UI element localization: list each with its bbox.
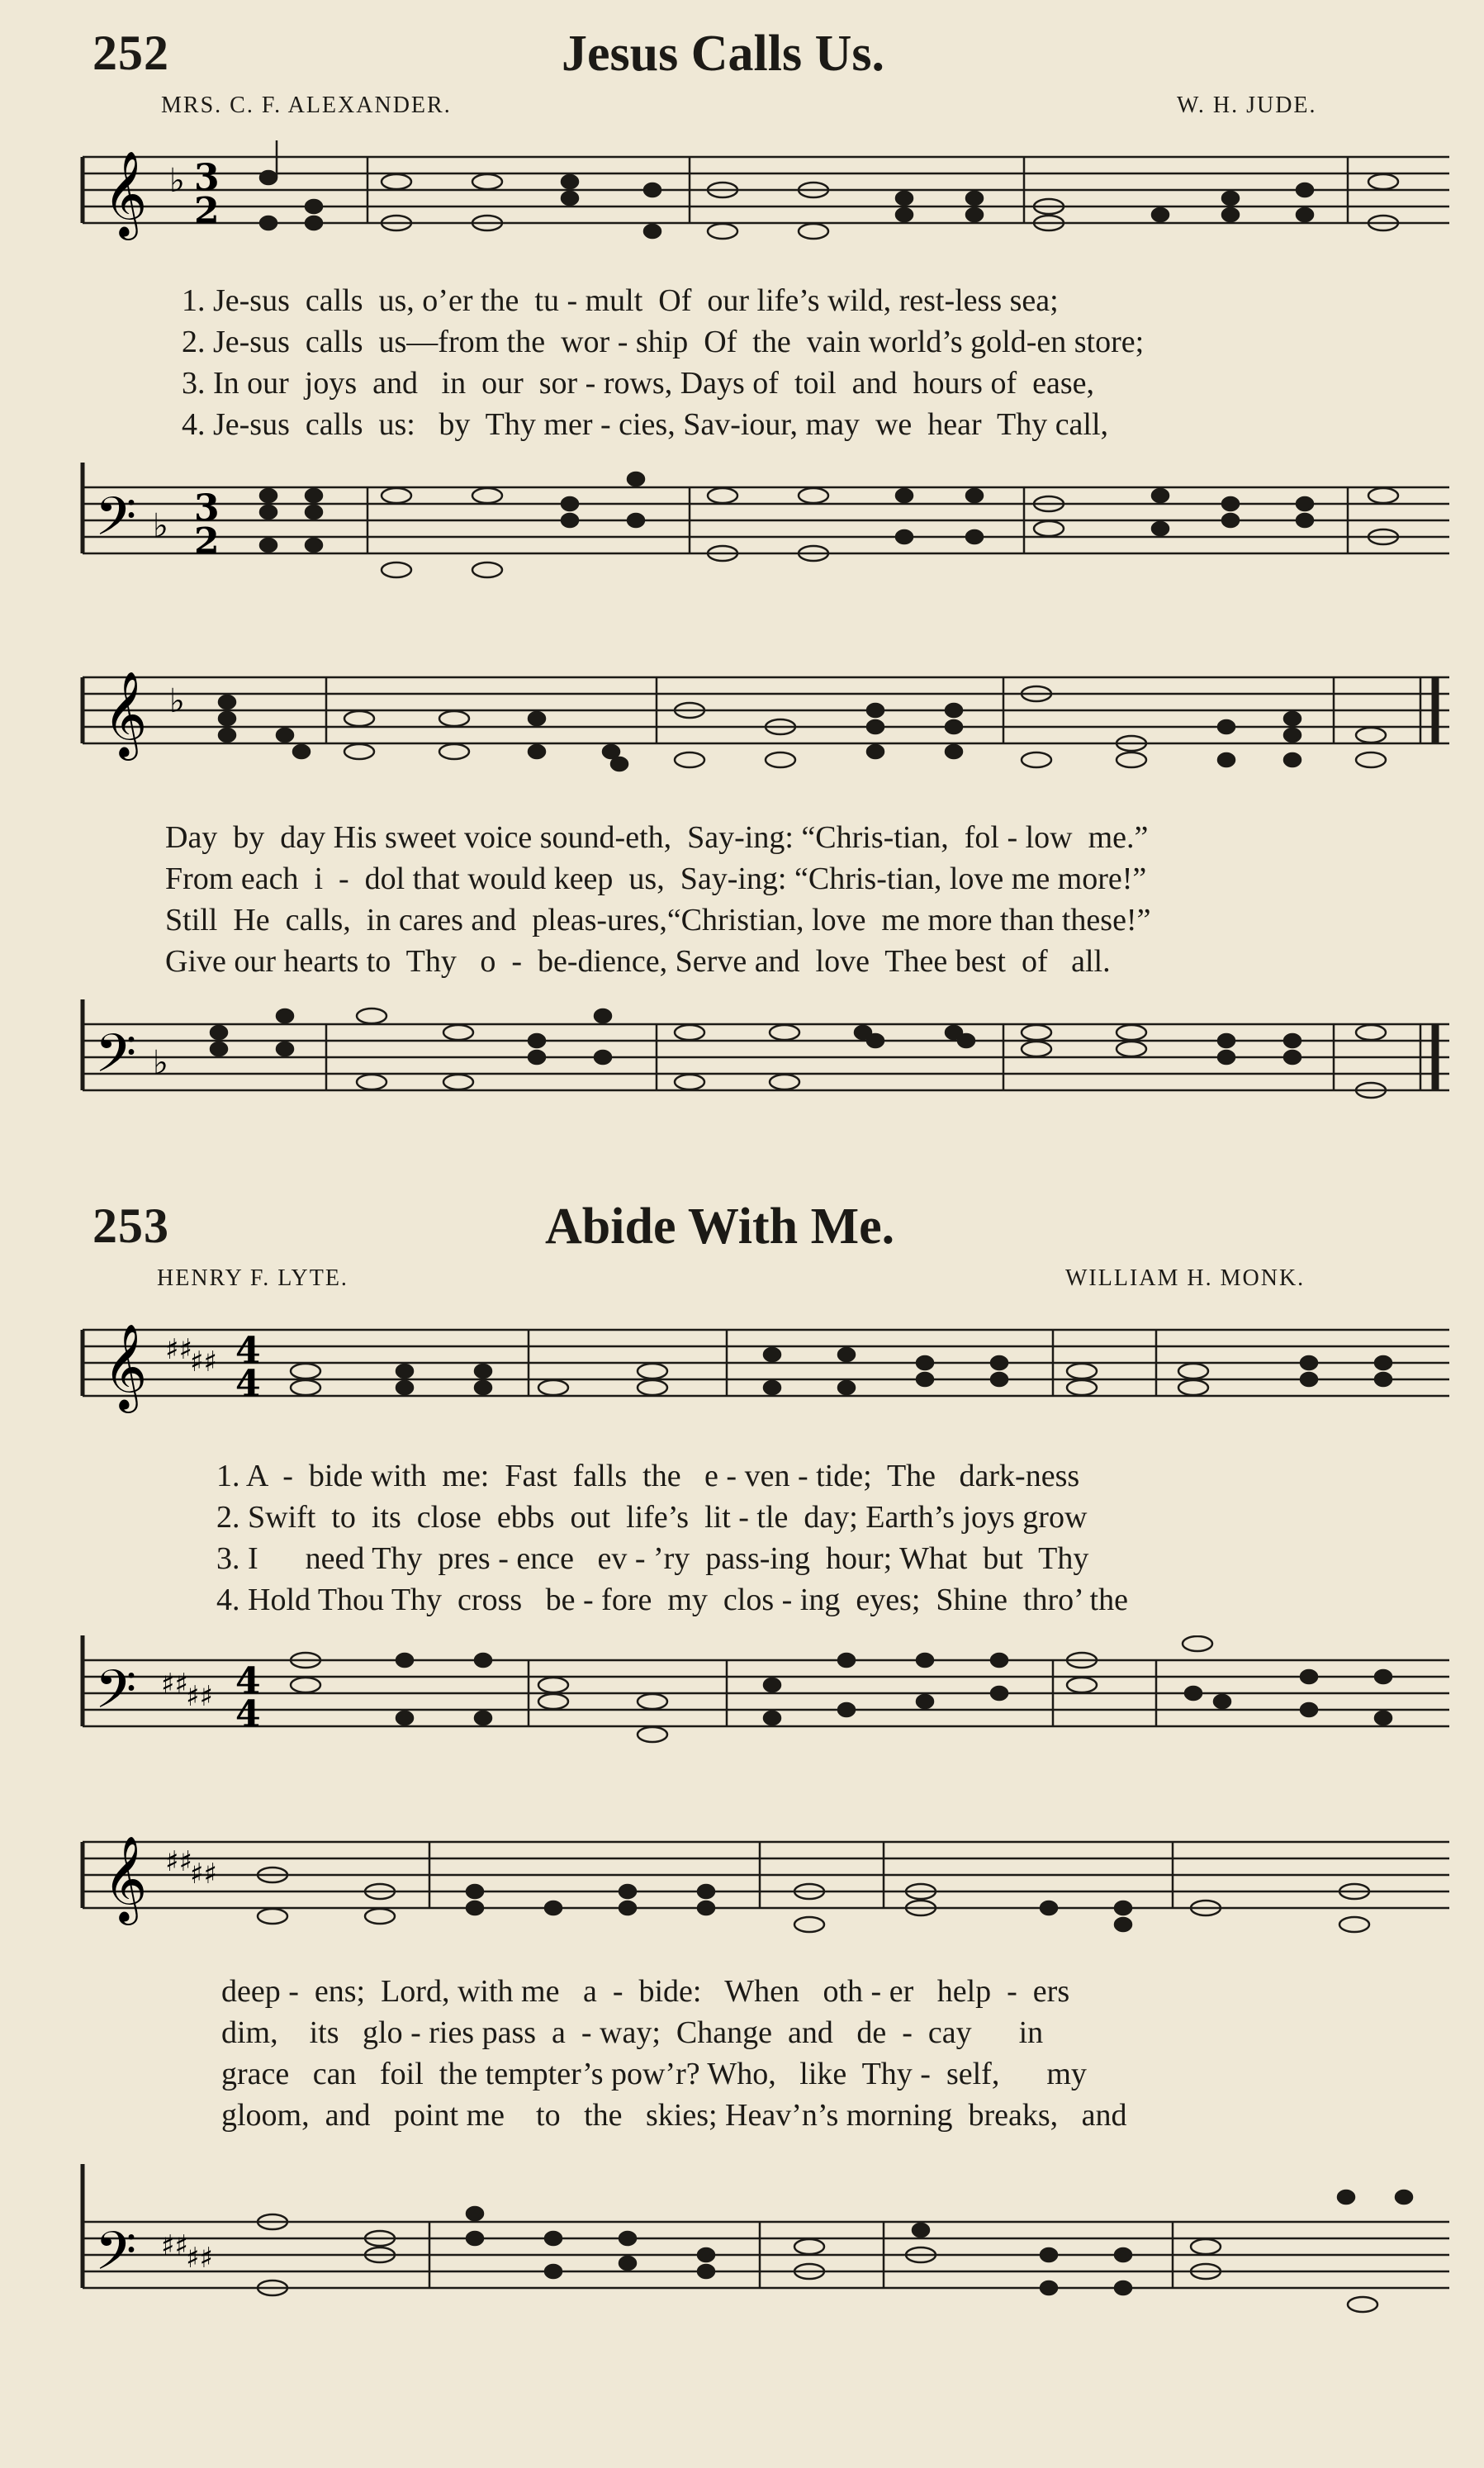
verse-line-3: grace can foil the tempter’s pow’r? Who, like Thy - self, my (221, 2057, 1087, 2091)
sharp-icon: ♯♯ (165, 1333, 192, 1366)
sharp-icon: ♯♯ (161, 1668, 188, 1701)
bass-clef-icon: 𝄢 (95, 2221, 137, 2295)
notes (258, 2190, 1412, 2312)
hymn-number: 253 (92, 1198, 169, 1253)
bass-clef-icon: 𝄢 (95, 1659, 137, 1734)
flat-icon: ♭ (153, 1044, 168, 1082)
verse-line-1: 1. Je-sus calls us, o’er the tu - mult Of our life’s wild, rest-less sea; (182, 283, 1059, 318)
treble-staff (0, 661, 1484, 785)
verse-line-4: 4. Hold Thou Thy cross be - fore my clos - ing eyes; Shine thro’ the (216, 1583, 1128, 1617)
flat-icon: ♭ (153, 507, 168, 545)
bass-staff (0, 2164, 1484, 2329)
time-signature-top: 3 (194, 157, 220, 199)
verse-line-4: 4. Je-sus calls us: by Thy mer - cies, Sav-iour, may we hear Thy call, (182, 407, 1109, 442)
verse-line-1: deep - ens; Lord, with me a - bide: When oth - er help - ers (221, 1974, 1070, 2009)
treble-staff (0, 1825, 1484, 1949)
treble-clef-icon: 𝄞 (103, 671, 148, 757)
hymn-title: Jesus Calls Us. (562, 26, 885, 82)
treble-staff (0, 1313, 1484, 1437)
flat-icon: ♭ (169, 162, 185, 200)
treble-clef-icon: 𝄞 (103, 150, 148, 237)
hymn-number: 252 (92, 26, 169, 80)
verse-line-2: 2. Je-sus calls us—from the wor - ship Of the vain world’s gold-en store; (182, 325, 1145, 359)
verse-line-4: Give our hearts to Thy o - be-dience, Serve and love Thee best of all. (165, 944, 1111, 979)
sharp-icon: ♯♯ (161, 2229, 188, 2262)
bass-staff (0, 1635, 1484, 1759)
verse-line-3: 3. In our joys and in our sor - rows, Days of toil and hours of ease, (182, 366, 1094, 401)
bass-staff (0, 999, 1484, 1132)
verse-line-1: Day by day His sweet voice sound-eth, Say-ing: “Chris-tian, fol - low me.” (165, 820, 1149, 855)
verse-line-3: Still He calls, in cares and pleas-ures,“Christian, love me more than these!” (165, 903, 1151, 937)
bass-staff (0, 463, 1484, 586)
notes (258, 1868, 1369, 1932)
verse-line-1: 1. A - bide with me: Fast falls the e - ven - tide; The dark-ness (216, 1459, 1080, 1493)
notes (291, 1348, 1392, 1395)
verse-line-2: dim, its glo - ries pass a - way; Change and de - cay in (221, 2015, 1044, 2050)
hymn-title: Abide With Me. (545, 1198, 895, 1255)
svg-text:3: 3 (194, 487, 220, 529)
verse-line-4: gloom, and point me to the skies; Heav’n’s morning breaks, and (221, 2098, 1127, 2133)
sharp-icon: ♯♯ (186, 2242, 213, 2275)
sharp-icon: ♯♯ (190, 1858, 217, 1891)
bass-clef-icon: 𝄢 (95, 1023, 137, 1098)
time-signature-bottom: 2 (194, 190, 220, 232)
svg-text:4: 4 (235, 1660, 261, 1702)
sharp-icon: ♯♯ (186, 1680, 213, 1713)
notes (211, 1009, 1386, 1098)
music-credit: W. H. JUDE. (1177, 93, 1317, 118)
bass-clef-icon: 𝄢 (95, 486, 137, 561)
verse-line-3: 3. I need Thy pres - ence ev - ’ry pass-ing hour; What but Thy (216, 1541, 1089, 1576)
words-credit: HENRY F. LYTE. (157, 1265, 348, 1291)
treble-clef-icon: 𝄞 (103, 1835, 148, 1922)
verse-line-2: From each i - dol that would keep us, Say-ing: “Chris-tian, love me more!” (165, 861, 1147, 896)
notes (219, 686, 1386, 771)
svg-text:4: 4 (235, 1693, 261, 1735)
svg-text:4: 4 (235, 1330, 261, 1372)
verse-line-2: 2. Swift to its close ebbs out life’s lit - tle day; Earth’s joys grow (216, 1500, 1088, 1535)
sharp-icon: ♯♯ (190, 1346, 217, 1379)
treble-staff (0, 140, 1484, 264)
svg-text:2: 2 (194, 520, 220, 562)
sharp-icon: ♯♯ (165, 1845, 192, 1878)
svg-text:4: 4 (235, 1363, 261, 1405)
music-credit: WILLIAM H. MONK. (1065, 1265, 1306, 1291)
treble-clef-icon: 𝄞 (103, 1323, 148, 1410)
words-credit: MRS. C. F. ALEXANDER. (161, 93, 452, 118)
flat-icon: ♭ (169, 682, 185, 720)
